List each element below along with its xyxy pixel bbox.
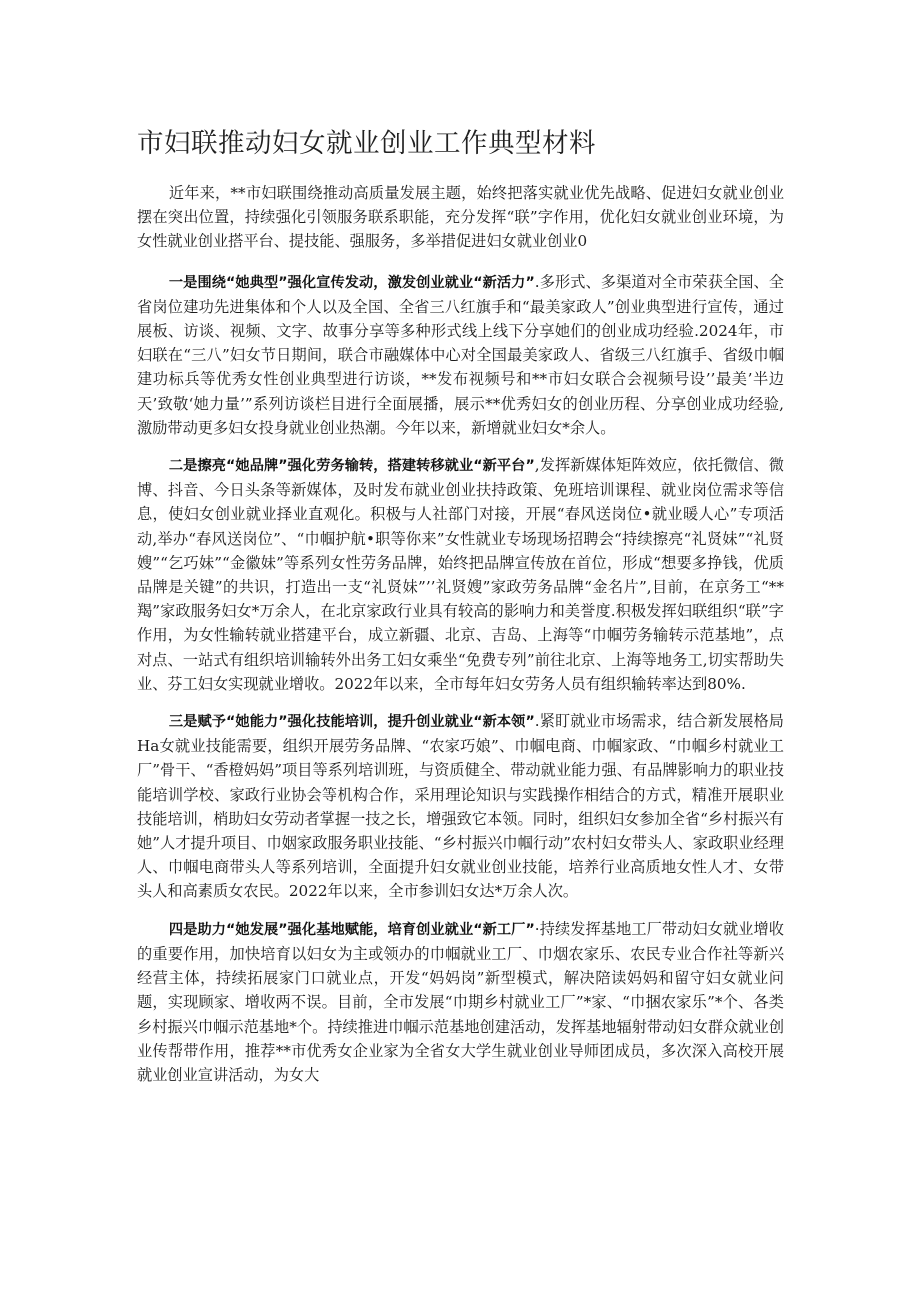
section-heading: 二是擦亮“她品牌”强化劳务输转，搭建转移就业“新平台”: [168, 458, 535, 475]
intro-paragraph: 近年来，**市妇联围绕推动高质量发展主题，始终把落实就业优先战略、促进妇女就业创业摆在突出位置，持续强化引领服务联系职能，充分发挥“联”字作用，优化妇女就业创业环境，为女性就业创业搭平台、提技能、强服务，多举措促进妇女就业创业0: [137, 184, 784, 251]
section-body: .紧盯就业市场需求，结合新发展格局Ha女就业技能需要，组织开展劳务品牌、“农家巧娘”、巾帼电商、巾帼家政、“巾帼乡村就业工厂”骨干、“香橙妈妈”项目等系列培训班，与资质健全、带动就业能力强、有品牌影响力的职业技能培训学校、家政行业协会等机构合作，采用理论知识与实践操作相结合的方式，精准开展职业技能培训，梢助妇女劳动者掌握一技之长，增强致它本领。同时，组织妇女参加全省“乡村振兴有她”人才提升项目、巾姻家政服务职业技能、“乡村振兴巾帼行动”农村妇女带头人、家政职业经理人、巾帼电商带头人等系列培训，全面提升妇女就业创业技能，培养行业高质地女性人才、女带头人和高素质女农民。2022年以来，全市参训妇女达*万余人次。: [137, 712, 784, 901]
section-paragraph-4: [137, 917, 784, 1087]
document-title: 市妇联推动妇女就业创业工作典型材料: [137, 128, 596, 159]
section-paragraph-2: [137, 453, 784, 696]
document-page: [137, 124, 784, 1100]
section-paragraph-1: [137, 270, 784, 440]
section-heading: 一是围绕“她典型”强化宣传发动，激发创业就业“新活力”: [168, 274, 535, 291]
section-body: ,发挥新媒体矩阵效应，依托微信、微博、抖音、今日头条等新媒体，及时发布就业创业扶持政策、免班培训课程、就业岗位需求等信息，使妇女创业就业择业直观化。积极与人社部门对接，开展“春风送岗位•就业暖人心”专项活动,举办“春风送岗位”、“巾帼护航•职等你来”女性就业专场现场招聘会“持续擦亮“礼贤妹”“礼贤嫂”“乞巧妹”“金徽妹”等系列女性劳务品牌，始终把品牌宣传放在首位，形成“想要多挣钱，优质品牌是关键”的共识，打造出一支“礼贤妹”’’礼贤嫂”家政劳务品牌“金名片”,目前，在京务工“**羯”家政服务妇女*万余人，在北京家政行业具有较高的影响力和美誉度.积极发挥妇联组织“联”字作用，为女性输转就业搭建平台，成立新疆、北京、吉岛、上海等“巾帼劳务输转示范基地”，点对点、一站式有组织培训输转外出务工妇女乘坐“免费专列”前往北京、上海等地务工,切实帮助失业、芬工妇女实现就业增收。2022年以来，全市每年妇女劳务人员有组织输转率达到80%.: [137, 456, 784, 693]
section-heading: 三是赋予“她能力”强化技能培训，提升创业就业“新本领”: [168, 714, 535, 731]
section-body: ·持续发挥基地工厂带动妇女就业增收的重要作用，加快培育以妇女为主或领办的巾帼就业工厂、巾烟农家乐、农民专业合作社等新兴经营主体，持续拓展家门口就业点，开发“妈妈岗”新型模式，解决陪读妈妈和留守妇女就业问题，实现顾家、增收两不误。目前，全市发展“巾期乡村就业工厂”*家、“巾捆农家乐”*个、各类乡村振兴巾帼示范基地*个。持续推进巾帼示范基地创建活动，发挥基地辐射带动妇女群众就业创业传帮带作用，推荐**市优秀女企业家为全省女大学生就业创业导师团成员，多次深入高校开展就业创业宣讲活动，为女大: [137, 919, 784, 1084]
section-body: .多形式、多渠道对全市荣获全国、全省岗位建功先进集体和个人以及全国、全省三八红旗手和“最美家政人”创业典型进行宣传，通过展板、访谈、视频、文字、故事分享等多种形式线上线下分享她们的创业成功经验.2024年，市妇联在“三八”妇女节日期间，联合市融媒体中心对全国最美家政人、省级三八红旗手、省级巾帼建功标兵等优秀女性创业典型进行访谈，**发布视频号和**市妇女联合会视频号设’’最美’半边天’致敬‘她力量’”系列访谈栏目进行全面展播，展示**优秀妇女的创业历程、分享创业成功经验,激励带动更多妇女投身就业创业热潮。今年以来，新增就业妇女*余人。: [137, 272, 784, 437]
section-paragraph-3: [137, 709, 784, 904]
section-heading: 四是助力“她发展”强化基地赋能，培育创业就业“新工厂”: [168, 921, 535, 938]
